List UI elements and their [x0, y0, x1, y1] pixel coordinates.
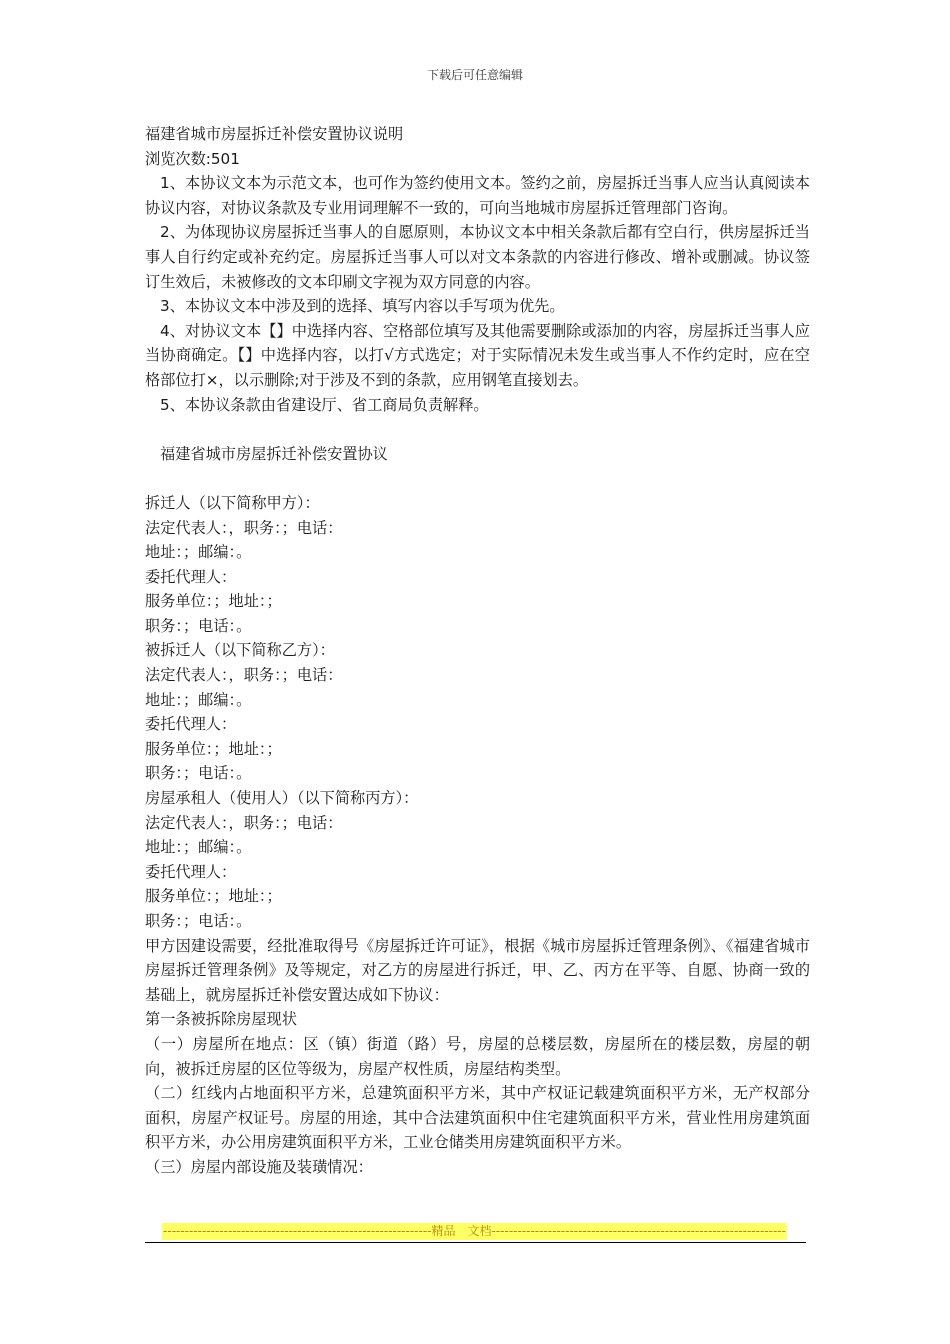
- note-paragraph: 2、为体现协议房屋拆迁当事人的自愿原则，本协议文本中相关条款后都有空白行，供房屋拆迁当事人自行约定或补充约定。房屋拆迁当事人可以对文本条款的内容进行修改、增补或删减。协议签订生效后，未被修改的文本印刷文字视为双方同意的内容。: [145, 223, 810, 291]
- party-line: 委托代理人：: [145, 862, 237, 881]
- article-item: （三）房屋内部设施及装璜情况：: [145, 1157, 373, 1176]
- party-line: 地址：；邮编：。: [145, 543, 252, 562]
- party-line: 服务单位：；地址：；: [145, 887, 282, 906]
- party-line: 职务：；电话：。: [145, 912, 252, 930]
- document-body: [145, 122, 810, 1180]
- note-paragraph: 5、本协议条款由省建设厅、省工商局负责解释。: [160, 395, 489, 414]
- note-paragraph: 4、对协议文本【】中选择内容、空格部位填写及其他需要删除或添加的内容，房屋拆迁当事人应当协商确定。【】中选择内容，以打√方式选定；对于实际情况未发生或当事人不作约定时，应在空格部位打×，以示删除;对于涉及不到的条款，应用钢笔直接划去。: [145, 321, 810, 389]
- party-line: 服务单位：；地址：；: [145, 739, 282, 758]
- party-line: 地址：；邮编：。: [145, 838, 252, 857]
- party-line: 法定代表人：，职务：；电话：: [145, 518, 343, 537]
- party-line: 委托代理人：: [145, 567, 237, 586]
- article-title: 第一条被拆除房屋现状: [145, 1010, 297, 1029]
- party-line: 委托代理人：: [145, 715, 237, 734]
- party-line: 房屋承租人（使用人）（以下简称丙方）：: [145, 789, 419, 808]
- note-paragraph: 1、本协议文本为示范文本，也可作为签约使用文本。签约之前，房屋拆迁当事人应当认真阅读本协议内容，对协议条款及专业用词理解不一致的，可向当地城市房屋拆迁管理部门咨询。: [145, 174, 810, 217]
- party-line: 法定代表人：，职务：；电话：: [145, 666, 343, 685]
- document-title: 福建省城市房屋拆迁补偿安置协议说明: [145, 125, 404, 143]
- footer-banner: --------------------------------------------------------------精品 文档--------------------------------------------------------------------: [163, 1224, 786, 1238]
- party-line: 地址：；邮编：。: [145, 690, 252, 709]
- agreement-title: 福建省城市房屋拆迁补偿安置协议: [160, 444, 388, 463]
- party-line: 职务：；电话：。: [145, 764, 252, 783]
- party-line: 法定代表人：，职务：；电话：: [145, 813, 343, 832]
- article-item: （一）房屋所在地点：区（镇）街道（路）号，房屋的总楼层数，房屋所在的楼层数，房屋的朝向，被拆迁房屋的区位等级为，房屋产权性质，房屋结构类型。: [145, 1034, 810, 1078]
- party-line: 被拆迁人（以下简称乙方）：: [145, 641, 335, 660]
- footer-divider: [145, 1242, 806, 1243]
- note-paragraph: 3、本协议文本中涉及到的选择、填写内容以手写项为优先。: [160, 297, 565, 316]
- view-count: 浏览次数:501: [145, 149, 240, 168]
- page-header: 下载后可任意编辑: [426, 68, 523, 82]
- party-line: 服务单位：；地址：；: [145, 592, 282, 611]
- article-item: （二）红线内占地面积平方米，总建筑面积平方米，其中产权证记载建筑面积平方米，无产权部分面积，房屋产权证号。房屋的用途，其中合法建筑面积中住宅建筑面积平方米，营业性用房建筑面积平方米，办公用房建筑面积平方米，工业仓储类用房建筑面积平方米。: [145, 1084, 810, 1152]
- preamble-paragraph: 甲方因建设需要，经批准取得号《房屋拆迁许可证》，根据《城市房屋拆迁管理条例》、《福建省城市房屋拆迁管理条例》及等规定，对乙方的房屋进行拆迁，甲、乙、丙方在平等、自愿、协商一致的基础上，就房屋拆迁补偿安置达成如下协议：: [145, 936, 810, 1004]
- party-line: 职务：；电话：。: [145, 616, 252, 635]
- party-line: 拆迁人（以下简称甲方）：: [145, 493, 320, 512]
